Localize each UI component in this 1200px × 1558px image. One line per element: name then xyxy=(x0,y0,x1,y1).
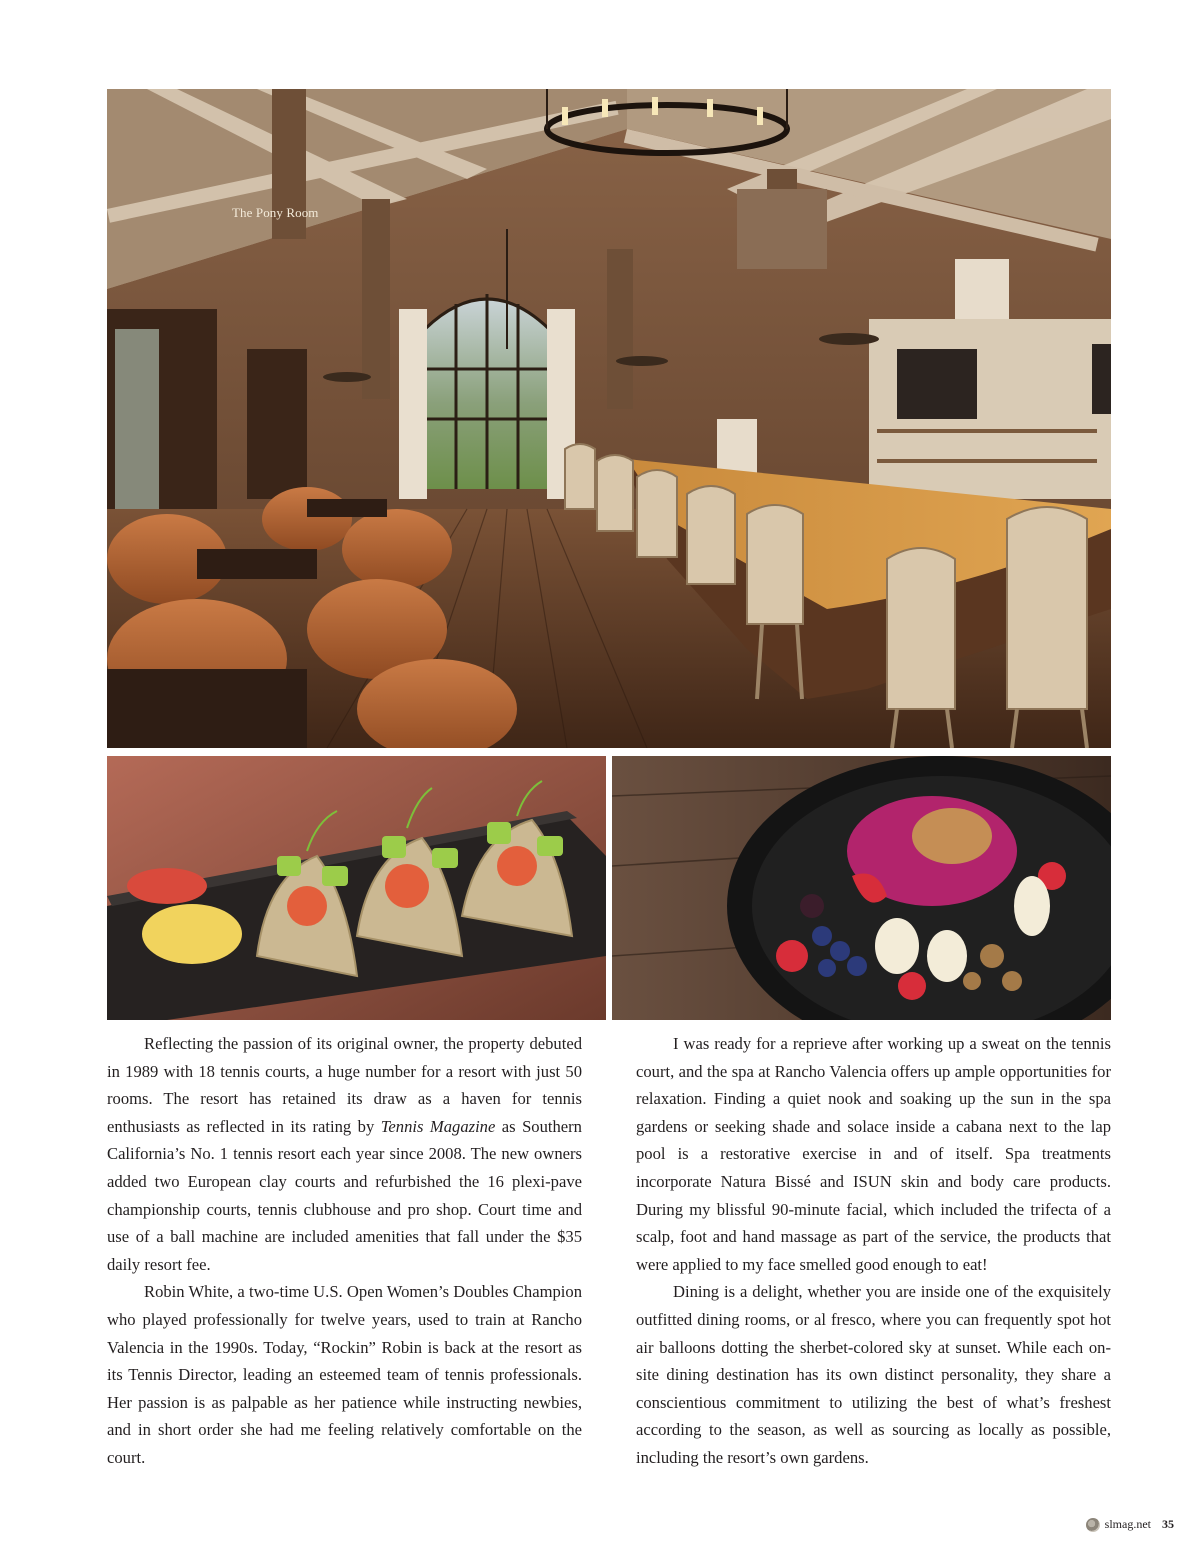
tacos-illustration xyxy=(107,756,606,1020)
article-paragraph xyxy=(636,1278,1111,1471)
paragraph-text: Robin White, a two-time U.S. Open Women’s Doubles Champion who played professionally for twelve years, used to train at Rancho Valencia in the 1990s. Today, “Rockin” Robin is back at the resort as its Tennis Director, leading an esteemed team of tennis professionals. Her passion is as palpable as her patience while instructing newbies, and in short order she had me feeling relatively comfortable on the court. xyxy=(107,1282,582,1467)
article-paragraph xyxy=(636,1030,1111,1278)
paragraph-text: as Southern California’s No. 1 tennis resort each year since 2008. The new owners added two European clay courts and refurbished the 16 plexi-pave championship courts, tennis clubhouse and pro shop. Court time and use of a ball machine are included amenities that fall under the $35 daily resort fee. xyxy=(107,1116,582,1274)
paragraph-text: Dining is a delight, whether you are inside one of the exquisitely outfitted dining rooms, or al fresco, where you can frequently spot hot air balloons dotting the sherbet-colored sky at sunset. While each on-site dining destination has its own distinct personality, they share a conscientious commitment to utilizing the best of what’s freshest according to the season, as well as sourcing as locally as possible, including the resort’s own gardens. xyxy=(636,1282,1111,1467)
article-left-column xyxy=(107,1030,582,1472)
page-footer xyxy=(1086,1517,1174,1532)
tacos-photo xyxy=(107,756,606,1020)
pony-room-illustration xyxy=(107,89,1111,748)
page-number: 35 xyxy=(1162,1517,1174,1531)
paragraph-text: I was ready for a reprieve after working up a sweat on the tennis court, and the spa at Rancho Valencia offers up ample opportunities for relaxation. Finding a quiet nook and soaking up the sun in the spa gardens or seeking shade and solace inside a cabana next to the lap pool is a restorative exercise in and of itself. Spa treatments incorporate Natura Bissé and ISUN skin and body care products. During my blissful 90-minute facial, which included the trifecta of a scalp, foot and hand massage as part of the service, the products that were applied to my face smelled good enough to eat! xyxy=(636,1034,1111,1274)
bowl-illustration xyxy=(612,756,1111,1020)
hero-photo-pony-room xyxy=(107,89,1111,748)
site-url: slmag.net xyxy=(1104,1517,1151,1531)
article-paragraph xyxy=(107,1278,582,1471)
paragraph-text: Reflecting the passion of its original owner, the property debuted in 1989 with 18 tennis courts, a huge number for a resort with just 50 rooms. The resort has retained its draw as a haven for tennis enthusiasts as reflected in its rating by xyxy=(107,1034,582,1136)
acai-bowl-photo xyxy=(612,756,1111,1020)
article-paragraph xyxy=(107,1030,582,1278)
publication-title: Tennis Magazine xyxy=(380,1116,496,1136)
photo-caption: The Pony Room xyxy=(232,205,319,220)
magazine-logo-icon xyxy=(1086,1518,1100,1532)
article-right-column xyxy=(636,1030,1111,1472)
